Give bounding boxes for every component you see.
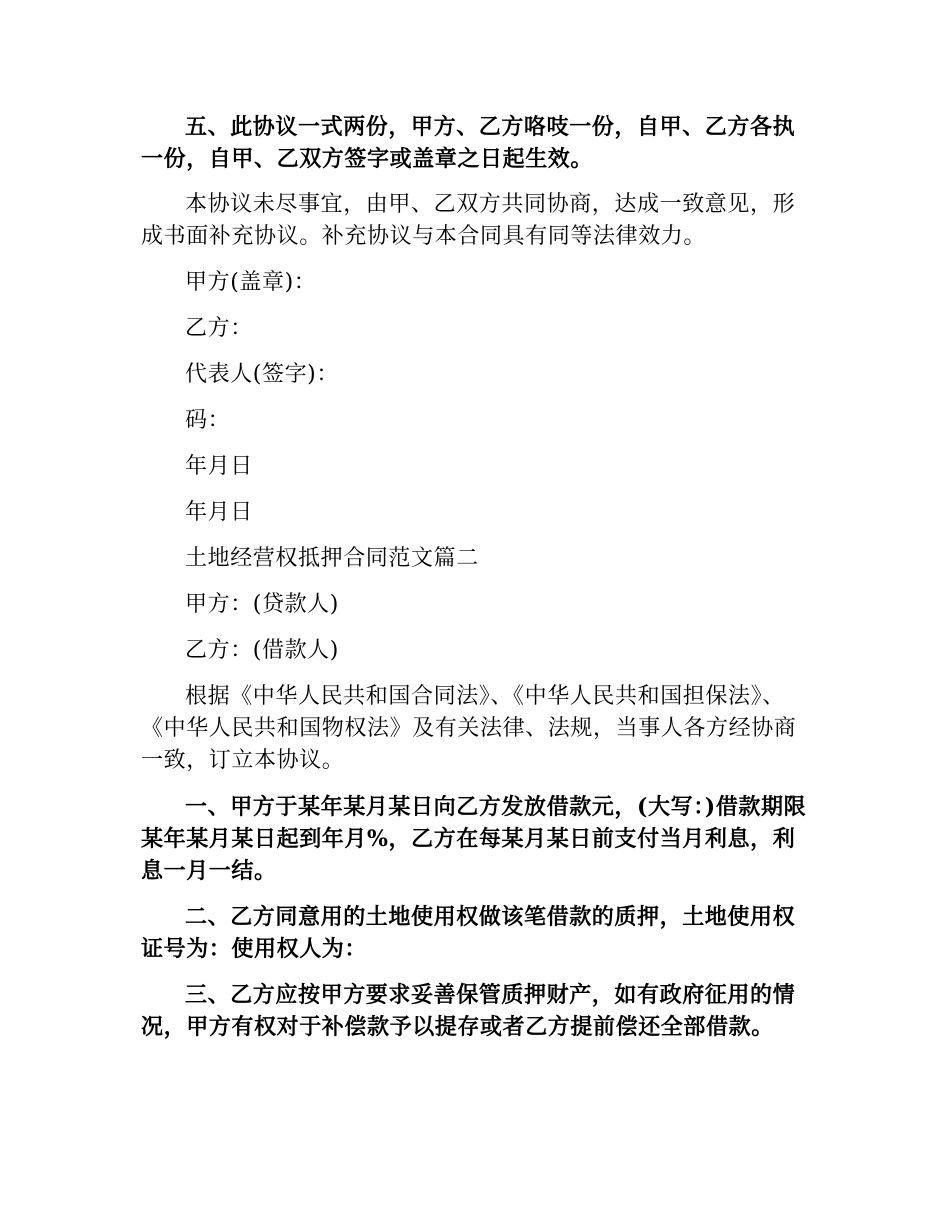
clause-two-paragraph: 二、乙方同意用的土地使用权做该笔借款的质押，土地使用权证号为：使用权人为：: [141, 904, 796, 962]
clause-five-paragraph: 五、此协议一式两份，甲方、乙方咯吱一份，自甲、乙方各执一份，自甲、乙双方签字或盖章之日起生效。: [141, 114, 796, 172]
party-b-line: 乙方：: [185, 316, 253, 341]
legal-basis-paragraph: 根据《中华人民共和国合同法》、《中华人民共和国担保法》、《中华人民共和国物权法》及有关法律、法规，当事人各方经协商一致，订立本协议。: [141, 684, 797, 773]
representative-signature-line: 代表人(签字)：: [185, 362, 339, 387]
date-line-2: 年月日: [185, 500, 253, 525]
party-a-lender-line: 甲方：(贷款人): [185, 592, 339, 617]
date-line-1: 年月日: [185, 454, 253, 479]
clause-one-paragraph: 一、甲方于某年某月某日向乙方发放借款元，(大写：)借款期限某年某月某日起到年月%，乙方在每某月某日前支付当月利息，利息一月一结。: [141, 794, 807, 884]
supplement-paragraph: 本协议未尽事宜，由甲、乙双方共同协商，达成一致意见，形成书面补充协议。补充协议与本合同具有同等法律效力。: [141, 192, 796, 249]
code-line: 码：: [185, 408, 231, 433]
party-a-seal-line: 甲方(盖章)：: [185, 270, 317, 295]
section-title: 土地经营权抵押合同范文篇二: [185, 546, 479, 571]
clause-three-paragraph: 三、乙方应按甲方要求妥善保管质押财产，如有政府征用的情况，甲方有权对于补偿款予以提存或者乙方提前偿还全部借款。: [141, 982, 796, 1040]
document-body: [141, 111, 815, 1057]
party-b-borrower-line: 乙方：(借款人): [185, 638, 339, 663]
